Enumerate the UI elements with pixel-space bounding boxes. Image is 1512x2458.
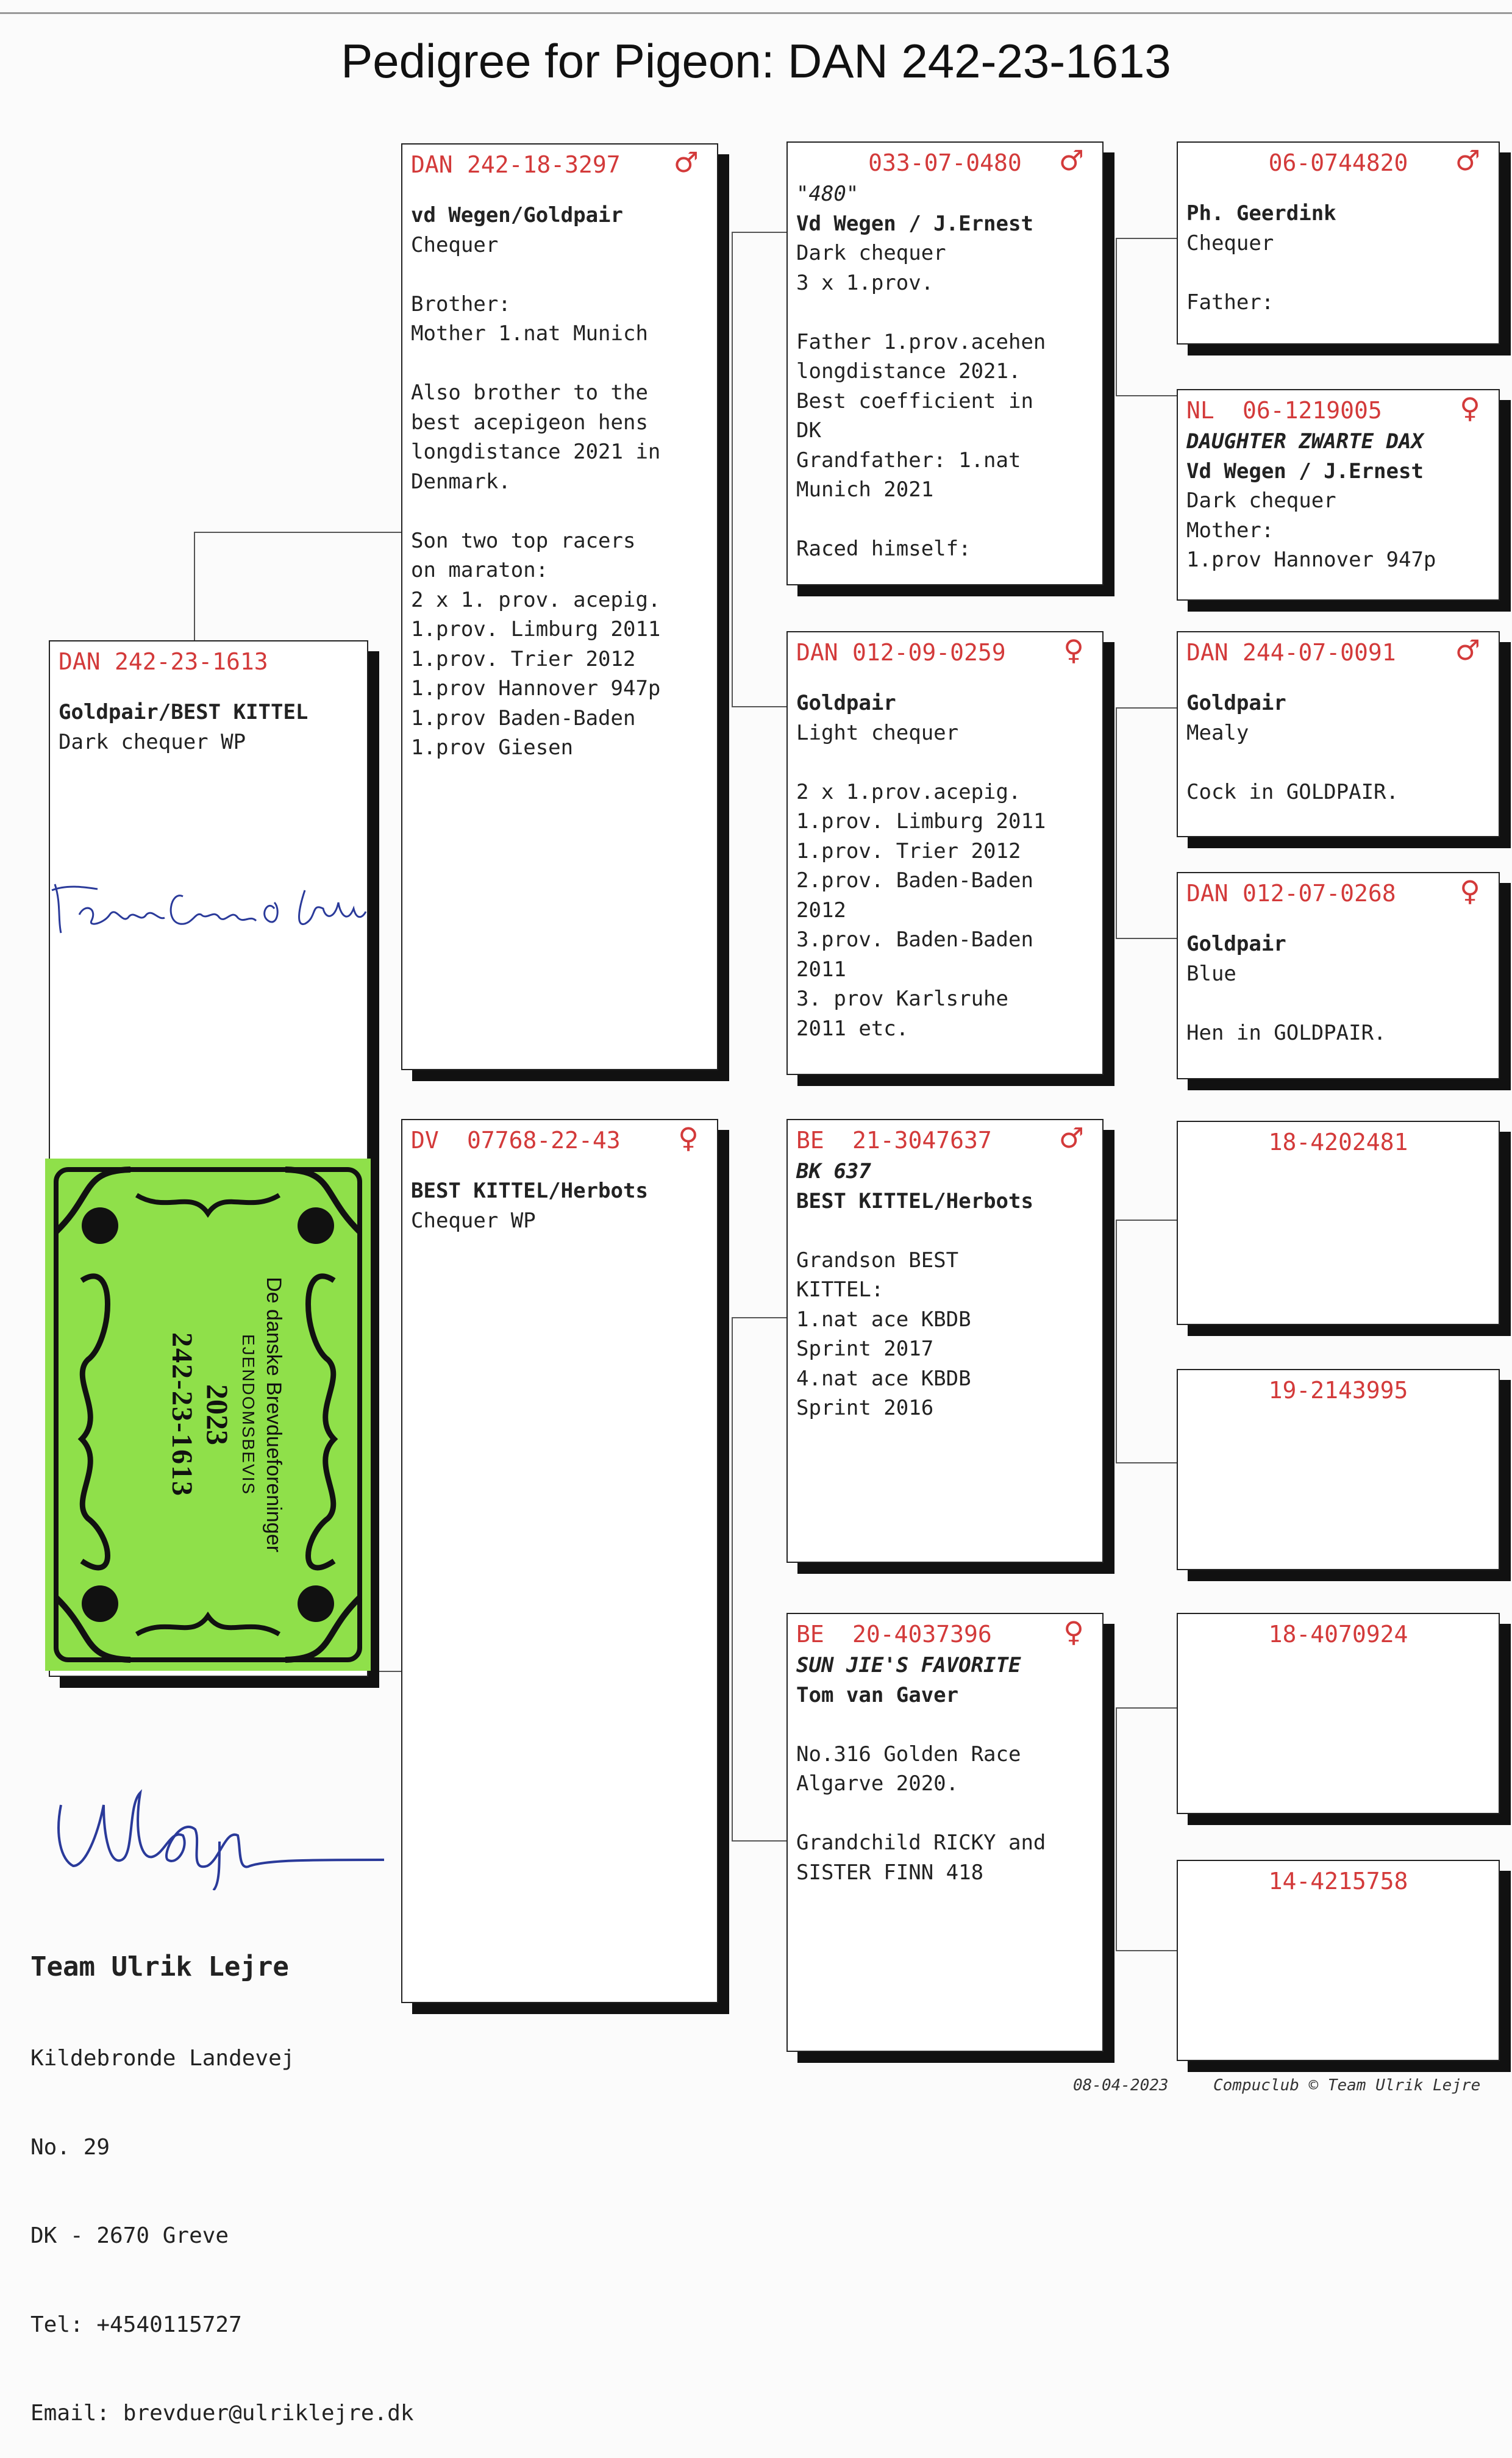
info-line xyxy=(796,1710,1094,1740)
info-line: SISTER FINN 418 xyxy=(796,1860,984,1885)
stamp-year: 2023 xyxy=(201,1384,235,1445)
sire-dam-card xyxy=(786,631,1104,1075)
info-line: 2011 xyxy=(796,957,846,982)
owner-signature xyxy=(37,1768,402,1890)
country-prefix: BE xyxy=(796,1127,824,1154)
ring-code: 242-23-1613 xyxy=(115,648,268,675)
info-line: Chequer xyxy=(1186,230,1274,255)
country-prefix: DAN xyxy=(1186,880,1228,907)
sds-card xyxy=(1177,631,1500,837)
info-line: on maraton: xyxy=(411,558,549,582)
info-line: 2 x 1.prov.acepig. xyxy=(796,779,1021,804)
ring-number xyxy=(796,1615,1094,1648)
info-line: Dark chequer xyxy=(1186,488,1336,513)
ring-number xyxy=(1186,1376,1490,1404)
ddd-card xyxy=(1177,1860,1500,2061)
ring-number xyxy=(1186,1128,1490,1156)
info-line: 2011 etc. xyxy=(796,1016,909,1041)
info-line: 2012 xyxy=(796,898,846,923)
ring-number xyxy=(411,1121,708,1154)
info-line: Light chequer xyxy=(796,720,959,745)
male-symbol-icon: ♂ xyxy=(1058,144,1084,177)
info-line: Grandchild RICKY and xyxy=(796,1831,1046,1855)
pigeon-info xyxy=(59,698,358,757)
info-line: Goldpair xyxy=(1186,691,1286,715)
ring-number xyxy=(1186,1620,1490,1648)
info-line: longdistance 2021. xyxy=(796,359,1021,384)
info-line: 1.prov Baden-Baden xyxy=(411,706,636,731)
info-line: Father 1.prov.acehen xyxy=(796,329,1046,354)
female-symbol-icon: ♀ xyxy=(1063,634,1084,666)
stamp-ring: 242-23-1613 xyxy=(166,1332,198,1497)
country-prefix: BE xyxy=(796,1621,824,1648)
info-line: 1.prov. Limburg 2011 xyxy=(796,809,1046,834)
ring-number xyxy=(1186,1867,1490,1895)
sss-card xyxy=(1177,141,1500,345)
info-line: Blue xyxy=(1186,961,1236,986)
info-line: SUN JIE'S FAVORITE xyxy=(796,1653,1021,1677)
ring-number xyxy=(796,634,1094,666)
info-line: Sprint 2016 xyxy=(796,1396,934,1420)
owner-line: Kildebronde Landevej xyxy=(30,2046,295,2071)
info-line: BEST KITTEL/Herbots xyxy=(411,1179,648,1203)
female-symbol-icon: ♀ xyxy=(678,1121,699,1154)
ring-code: 06-0744820 xyxy=(1268,149,1408,176)
info-line xyxy=(411,260,708,290)
ring-code: 19-2143995 xyxy=(1268,1377,1408,1404)
sire-card xyxy=(401,143,718,1070)
info-line: 1.prov Hannover 947p xyxy=(411,676,661,701)
ring-code: 14-4215758 xyxy=(1268,1868,1408,1895)
subject-signature xyxy=(49,866,378,945)
info-line: Hen in GOLDPAIR. xyxy=(1186,1020,1386,1045)
info-line: DK xyxy=(796,418,821,443)
info-line: BEST KITTEL/Herbots xyxy=(796,1188,1033,1213)
info-line: Brother: xyxy=(411,291,511,316)
dam-dam-card xyxy=(786,1613,1104,2052)
info-line xyxy=(1186,988,1490,1018)
info-line: 1.prov. Trier 2012 xyxy=(411,646,636,671)
ring-code: 21-3047637 xyxy=(852,1127,992,1154)
ring-code: 07768-22-43 xyxy=(467,1127,621,1154)
pigeon-info xyxy=(1186,688,1490,807)
dam-card xyxy=(401,1119,718,2003)
pigeon-info xyxy=(796,688,1094,1043)
info-line xyxy=(1186,258,1490,288)
info-line: Mother 1.nat Munich xyxy=(411,321,648,346)
connector-sd xyxy=(1116,707,1177,939)
ring-number xyxy=(1186,634,1490,666)
dss-card xyxy=(1177,1121,1500,1325)
info-line: Father: xyxy=(1186,290,1274,315)
info-line: Vd Wegen / J.Ernest xyxy=(796,211,1033,236)
info-line xyxy=(411,349,708,379)
dds-card xyxy=(1177,1613,1500,1814)
info-line: Grandson BEST xyxy=(796,1248,959,1273)
connector-ss xyxy=(1116,238,1177,396)
pigeon-info xyxy=(1186,199,1490,317)
info-line: Chequer xyxy=(411,232,499,257)
info-line xyxy=(796,1799,1094,1829)
ring-code: 242-18-3297 xyxy=(467,151,621,178)
info-line: 1.prov. Trier 2012 xyxy=(796,838,1021,863)
country-prefix: NL xyxy=(1186,397,1214,424)
owner-line: Tel: +4540115727 xyxy=(30,2312,242,2337)
info-line: Ph. Geerdink xyxy=(1186,201,1336,226)
connector-ds xyxy=(1116,1220,1177,1463)
ring-number xyxy=(59,648,358,676)
male-symbol-icon: ♂ xyxy=(1455,634,1480,666)
info-line: Vd Wegen / J.Ernest xyxy=(1186,459,1424,484)
country-prefix: DAN xyxy=(59,648,101,675)
male-symbol-icon: ♂ xyxy=(1058,1121,1084,1154)
pigeon-info xyxy=(1186,929,1490,1048)
sire-sire-card xyxy=(786,141,1104,585)
ring-code: 18-4070924 xyxy=(1268,1621,1408,1648)
connector-sire xyxy=(732,232,786,707)
info-line: Chequer WP xyxy=(411,1208,536,1233)
owner-email: Email: brevduer@ulriklejre.dk xyxy=(30,2401,414,2426)
male-symbol-icon: ♂ xyxy=(1455,144,1480,177)
ring-code: 06-1219005 xyxy=(1243,397,1382,424)
stamp-text xyxy=(129,1195,287,1634)
top-rule xyxy=(0,12,1512,14)
ring-number xyxy=(796,144,1094,177)
info-line: KITTEL: xyxy=(796,1277,884,1302)
info-line: Sprint 2017 xyxy=(796,1337,934,1361)
sdd-card xyxy=(1177,872,1500,1079)
footer-credit: Compuclub © Team Ulrik Lejre xyxy=(1213,2076,1481,2095)
info-line: 1.prov. Limburg 2011 xyxy=(411,617,661,641)
female-symbol-icon: ♀ xyxy=(1460,874,1480,907)
footer-date: 08-04-2023 xyxy=(1073,2076,1169,2095)
stamp-line1: De danske Brevdueforeninger xyxy=(262,1277,285,1552)
info-line: 2 x 1. prov. acepig. xyxy=(411,587,661,612)
ring-number xyxy=(1186,144,1490,177)
owner-name: Team Ulrik Lejre xyxy=(30,1951,289,1982)
ring-code: 012-09-0259 xyxy=(852,639,1006,666)
dam-sire-card xyxy=(786,1119,1104,1563)
info-line: "480" xyxy=(796,182,859,206)
info-line: Son two top racers xyxy=(411,528,636,553)
info-line: Goldpair xyxy=(1186,932,1286,956)
connector-dd xyxy=(1116,1707,1177,1951)
owner-block xyxy=(30,1890,414,2458)
pigeon-info xyxy=(411,201,708,763)
info-line: Algarve 2020. xyxy=(796,1771,959,1796)
country-prefix: DAN xyxy=(1186,639,1228,666)
ring-code: 18-4202481 xyxy=(1268,1129,1408,1156)
male-symbol-icon: ♂ xyxy=(673,146,699,179)
female-symbol-icon: ♀ xyxy=(1460,391,1480,424)
info-line: Raced himself: xyxy=(796,537,971,561)
info-line: 1.prov Hannover 947p xyxy=(1186,548,1436,572)
info-line: Goldpair xyxy=(796,691,896,715)
country-prefix: DAN xyxy=(411,151,453,178)
ring-number xyxy=(796,1121,1094,1154)
dsd-card xyxy=(1177,1369,1500,1570)
connector-stub xyxy=(732,232,786,233)
ring-code: 012-07-0268 xyxy=(1243,880,1396,907)
info-line xyxy=(796,505,1094,535)
info-line: Tom van Gaver xyxy=(796,1682,959,1707)
info-line: Dark chequer xyxy=(796,241,946,265)
info-line: 1.nat ace KBDB xyxy=(796,1307,971,1332)
info-line: Mealy xyxy=(1186,720,1249,745)
info-line: BK 637 xyxy=(796,1159,871,1184)
info-line xyxy=(1186,748,1490,777)
info-line xyxy=(796,1216,1094,1246)
country-prefix: DAN xyxy=(796,639,838,666)
ownership-stamp xyxy=(45,1159,371,1671)
info-line xyxy=(411,496,708,526)
country-prefix: DV xyxy=(411,1127,439,1154)
connector-dam xyxy=(732,1317,786,1842)
ring-number xyxy=(1186,391,1490,424)
info-line: Goldpair/BEST KITTEL xyxy=(59,700,308,724)
ring-code: 20-4037396 xyxy=(852,1621,992,1648)
info-line xyxy=(796,748,1094,777)
info-line xyxy=(796,298,1094,327)
pigeon-info xyxy=(796,179,1094,564)
ring-code: 244-07-0091 xyxy=(1243,639,1396,666)
info-line: 3 x 1.prov. xyxy=(796,270,934,295)
ring-code: 033-07-0480 xyxy=(868,149,1022,176)
info-line: Grandfather: 1.nat xyxy=(796,448,1021,473)
pigeon-info xyxy=(796,1651,1094,1887)
ring-number xyxy=(411,146,708,179)
female-symbol-icon: ♀ xyxy=(1063,1615,1084,1648)
info-line: 1.prov Giesen xyxy=(411,735,574,760)
info-line: Cock in GOLDPAIR. xyxy=(1186,779,1399,804)
info-line: longdistance 2021 in xyxy=(411,440,661,464)
owner-line: No. 29 xyxy=(30,2134,110,2160)
info-line: No.316 Golden Race xyxy=(796,1742,1021,1767)
info-line: Also brother to the xyxy=(411,380,648,405)
info-line: 3. prov Karlsruhe xyxy=(796,987,1008,1011)
stamp-line2: EJENDOMSBEVIS xyxy=(239,1334,258,1496)
info-line: 4.nat ace KBDB xyxy=(796,1366,971,1391)
ring-number xyxy=(1186,874,1490,907)
pigeon-info xyxy=(1186,427,1490,575)
info-line: Munich 2021 xyxy=(796,477,934,502)
pigeon-info xyxy=(411,1176,708,1235)
info-line: DAUGHTER ZWARTE DAX xyxy=(1186,429,1424,454)
info-line: 3.prov. Baden-Baden xyxy=(796,927,1033,952)
owner-line: DK - 2670 Greve xyxy=(30,2223,229,2248)
page-title: Pedigree for Pigeon: DAN 242-23-1613 xyxy=(341,34,1171,88)
info-line: Mother: xyxy=(1186,518,1274,543)
pigeon-info xyxy=(796,1157,1094,1423)
info-line: Denmark. xyxy=(411,469,511,494)
info-line: 2.prov. Baden-Baden xyxy=(796,868,1033,893)
ssd-card xyxy=(1177,389,1500,601)
info-line: best acepigeon hens xyxy=(411,410,648,435)
info-line: vd Wegen/Goldpair xyxy=(411,203,623,227)
info-line: Dark chequer WP xyxy=(59,729,246,754)
info-line: Best coefficient in xyxy=(796,388,1033,413)
